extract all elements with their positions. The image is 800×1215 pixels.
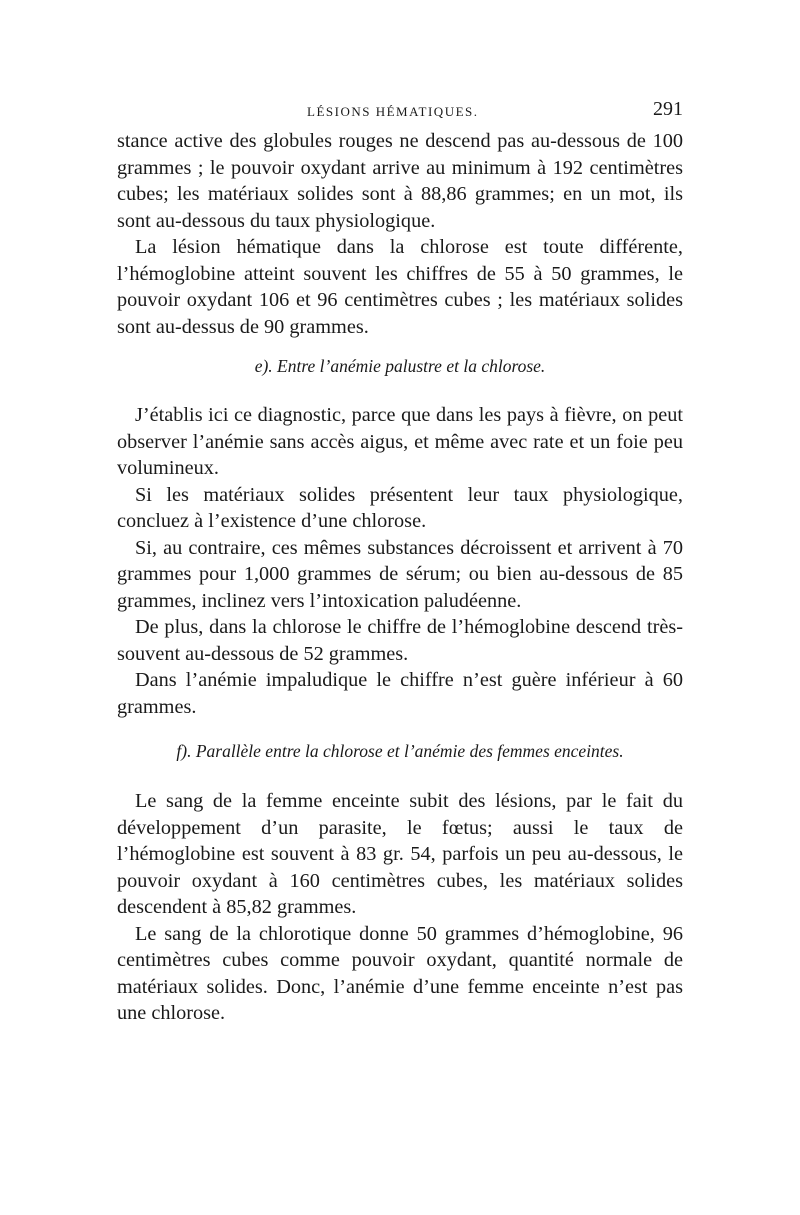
page-number: 291 bbox=[653, 98, 683, 120]
section-heading-e: e). Entre l’anémie palustre et la chlorose. bbox=[254, 356, 546, 376]
page-header bbox=[117, 98, 683, 128]
paragraph-f-1: Le sang de la femme enceinte subit des lésions, par le fait du développement d’un parasite, le fœtus; aussi le taux de l’hémoglobine est souvent à 83 gr. 54, parfois un peu au-dessous, le pouvoir oxydant à 160 centimètres cubes, les matériaux solides descendent à 85,82 grammes. bbox=[117, 790, 683, 918]
book-page bbox=[117, 98, 683, 1027]
paragraph-e-4: De plus, dans la chlorose le chiffre de l’hémoglobine descend très-souvent au-dessous de 52 grammes. bbox=[117, 616, 683, 665]
running-title: LÉSIONS HÉMATIQUES. bbox=[307, 104, 479, 119]
paragraph-continuation: stance active des globules rouges ne descend pas au-dessous de 100 grammes ; le pouvoir oxydant arrive au minimum à 192 centimètres cubes; les matériaux solides sont à 88,86 grammes; en un mot, ils sont au-dessous du taux physiologique. bbox=[117, 130, 683, 232]
paragraph-f-2: Le sang de la chlorotique donne 50 grammes d’hémoglobine, 96 centimètres cubes comme pouvoir oxydant, quantité normale de matériaux solides. Donc, l’anémie d’une femme enceinte n’est pas une chlorose. bbox=[117, 922, 683, 1024]
paragraph-e-3: Si, au contraire, ces mêmes substances décroissent et arrivent à 70 grammes pour 1,000 grammes de sérum; ou bien au-dessous de 85 grammes, inclinez vers l’intoxication paludéenne. bbox=[117, 536, 683, 612]
paragraph-e-1: J’établis ici ce diagnostic, parce que dans les pays à fièvre, on peut observer l’anémie sans accès aigus, et même avec rate et un foie peu volumineux. bbox=[117, 404, 683, 479]
paragraph-e-5: Dans l’anémie impaludique le chiffre n’est guère inférieur à 60 grammes. bbox=[117, 669, 683, 718]
section-heading-f: f). Parallèle entre la chlorose et l’anémie des femmes enceintes. bbox=[176, 741, 624, 761]
paragraph-chlorose-lesion: La lésion hématique dans la chlorose est toute différente, l’hémoglobine atteint souvent les chiffres de 55 à 50 grammes, le pouvoir oxydant 106 et 96 centimètres cubes ; les matériaux solides sont au-dessus de 90 grammes. bbox=[117, 236, 683, 338]
paragraph-e-2: Si les matériaux solides présentent leur taux physiologique, concluez à l’existence d’une chlorose. bbox=[117, 483, 683, 532]
